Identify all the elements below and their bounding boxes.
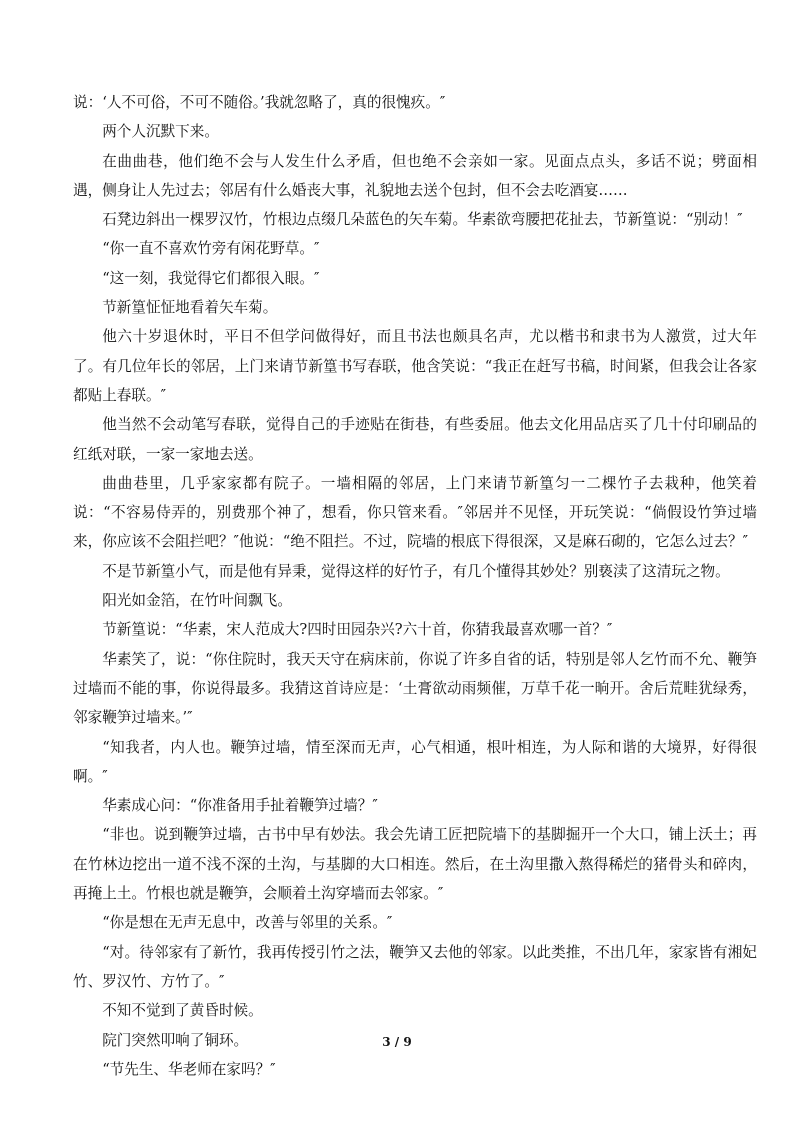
page-number: 3 / 9 <box>382 1035 412 1049</box>
paragraph: 华素成心问：“你准备用手扯着鞭笋过墙？″ <box>102 797 378 815</box>
paragraph: 石凳边斜出一棵罗汉竹，竹根边点缀几朵蓝色的矢车菊。华素欲弯腰把花扯去，节新篁说：“别动！″ <box>102 211 743 229</box>
paragraph: 阳光如金箔，在竹叶间飘飞。 <box>102 592 292 610</box>
paragraph: “对。待邻家有了新竹，我再传授引竹之法，鞭笋又去他的邻家。以此类推，不出几年，家家皆有湘妃竹、罗汉竹、方竹了。″ <box>73 943 757 990</box>
paragraph: 他当然不会动笔写春联，觉得自己的手迹贴在街巷，有些委屈。他去文化用品店买了几十付印刷品的红纸对联，一家一家地去送。 <box>73 416 757 463</box>
paragraph: 不是节新篁小气，而是他有异秉，觉得这样的好竹子，有几个懂得其妙处？别亵渎了这清玩之物。 <box>102 562 730 580</box>
paragraph: 曲曲巷里，几乎家家都有院子。一墙相隔的邻居，上门来请节新篁匀一二棵竹子去栽种，他笑着说：“不容易侍弄的，别费那个神了，想看，你只管来看。″邻居并不见怪，开玩笑说：“倘假设竹笋过墙来，你应该不会阻拦吧？″他说：“绝不阻拦。不过，院墙的根底下得很深，又是麻石砌的，它怎么过去？″ <box>73 474 757 551</box>
paragraph: 不知不觉到了黄昏时候。 <box>102 1002 263 1020</box>
paragraph: 两个人沉默下来。 <box>102 123 219 141</box>
paragraph: 节新篁怔怔地看着矢车菊。 <box>102 299 278 317</box>
paragraph: “非也。说到鞭笋过墙，古书中早有妙法。我会先请工匠把院墙下的基脚掘开一个大口，铺上沃土；再在竹林边挖出一道不浅不深的土沟，与基脚的大口相连。然后，在土沟里撒入熬得稀烂的猪骨头和碎肉，再掩上土。竹根也就是鞭笋，会顺着土沟穿墙而去邻家。″ <box>73 826 757 903</box>
paragraph: 院门突然叩响了铜环。 <box>102 1031 249 1049</box>
paragraph: 节新篁说：“华素，宋人范成大?四时田园杂兴?六十首，你猜我最喜欢哪一首？″ <box>102 621 613 639</box>
paragraph: “节先生、华老师在家吗？″ <box>102 1060 276 1078</box>
article-body <box>73 88 757 1084</box>
paragraph: “你一直不喜欢竹旁有闲花野草。″ <box>102 240 320 258</box>
paragraph: 在曲曲巷，他们绝不会与人发生什么矛盾，但也绝不会亲如一家。见面点点头，多话不说；劈面相遇，侧身让人先过去；邻居有什么婚丧大事，礼貌地去送个包封，但不会去吃酒宴…… <box>73 152 757 199</box>
paragraph: “这一刻，我觉得它们都很入眼。″ <box>102 269 320 287</box>
paragraph: 说：‘人不可俗，不可不随俗。’我就忽略了，真的很愧疚。″ <box>73 94 446 111</box>
paragraph: “你是想在无声无息中，改善与邻里的关系。″ <box>102 914 393 932</box>
paragraph: “知我者，内人也。鞭笋过墙，情至深而无声，心气相通，根叶相连，为人际和谐的大境界，好得很啊。″ <box>73 738 757 785</box>
paragraph: 华素笑了，说：“你住院时，我天天守在病床前，你说了许多自省的话，特别是邻人乞竹而不允、鞭笋过墙而不能的事，你说得最多。我猜这首诗应是：‘土膏欲动雨频催，万草千花一晌开。舍后荒畦犹绿秀，邻家鞭笋过墙来。’″ <box>73 650 757 727</box>
paragraph: 他六十岁退休时，平日不但学问做得好，而且书法也颇具名声，尤以楷书和隶书为人激赏，过大年了。有几位年长的邻居，上门来请节新篁书写春联，他含笑说：“我正在赶写书稿，时间紧，但我会让各家都贴上春联。″ <box>73 328 757 404</box>
